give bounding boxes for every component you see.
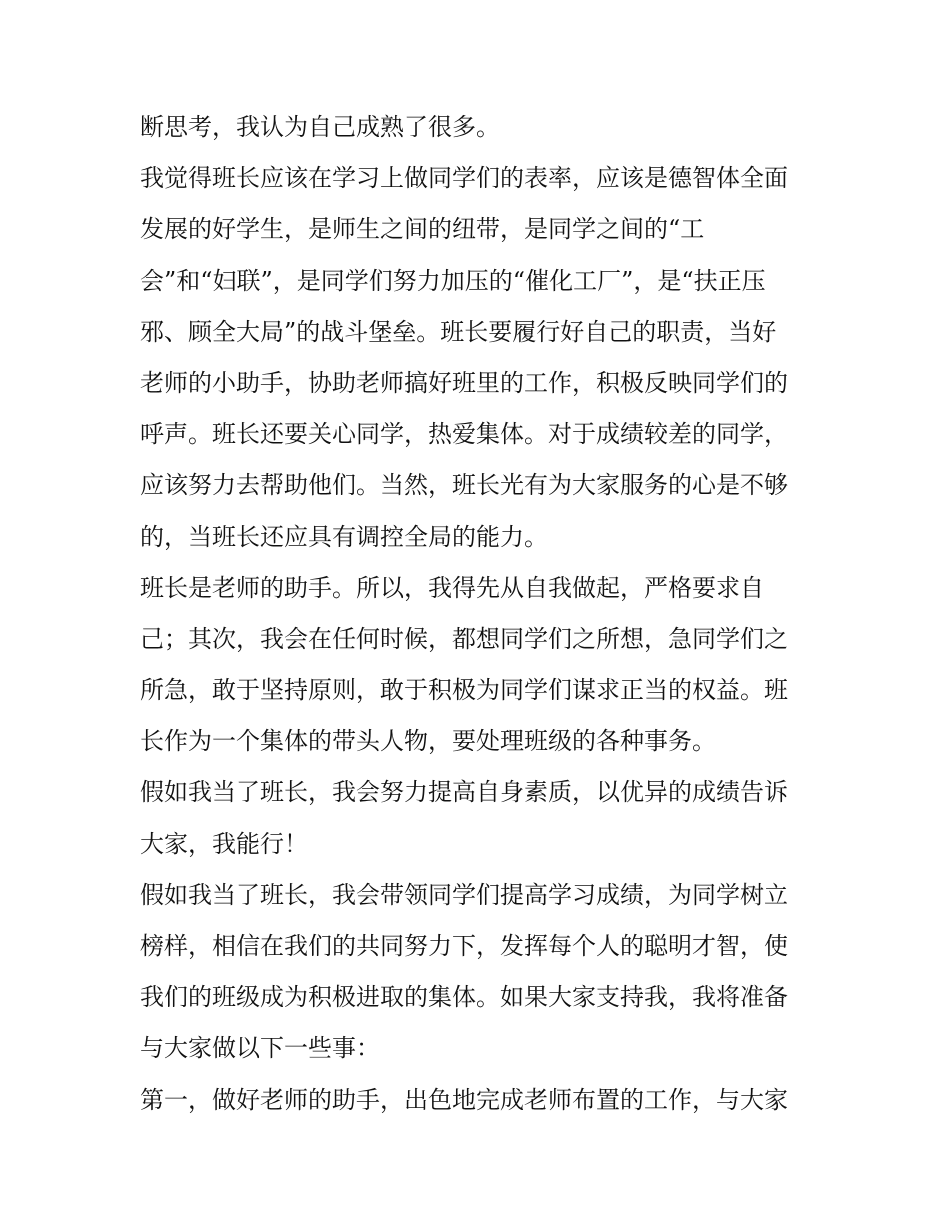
text-line: 会”和“妇联”，是同学们努力加压的“催化工厂”，是“扶正压	[140, 266, 766, 295]
text-line: 与大家做以下一些事：	[140, 1034, 380, 1063]
body-text	[140, 102, 820, 1126]
text-line: 班长是老师的助手。所以，我得先从自我做起，严格要求自	[140, 573, 764, 602]
text-line: 假如我当了班长，我会努力提高自身素质，以优异的成绩告诉	[140, 778, 788, 807]
text-line: 假如我当了班长，我会带领同学们提高学习成绩，为同学树立	[140, 880, 788, 909]
text-line: 长作为一个集体的带头人物，要处理班级的各种事务。	[140, 727, 716, 756]
text-line: 老师的小助手，协助老师搞好班里的工作，积极反映同学们的	[140, 368, 788, 397]
text-line: 断思考，我认为自己成熟了很多。	[140, 113, 500, 141]
text-line: 呼声。班长还要关心同学，热爱集体。对于成绩较差的同学，	[140, 420, 788, 449]
text-line: 我觉得班长应该在学习上做同学们的表率，应该是德智体全面	[140, 164, 788, 193]
text-line: 所急，敢于坚持原则，敢于积极为同学们谋求正当的权益。班	[140, 676, 788, 705]
text-line: 发展的好学生，是师生之间的纽带，是同学之间的“工	[140, 215, 705, 244]
text-line: 邪、顾全大局”的战斗堡垒。班长要履行好自己的职责，当好	[140, 317, 777, 346]
text-line: 己；其次，我会在任何时候，都想同学们之所想，急同学们之	[140, 624, 788, 653]
text-line: 我们的班级成为积极进取的集体。如果大家支持我，我将准备	[140, 983, 788, 1012]
text-line: 第一，做好老师的助手，出色地完成老师布置的工作，与大家	[140, 1085, 788, 1114]
text-line: 的，当班长还应具有调控全局的能力。	[140, 522, 548, 551]
text-line: 应该努力去帮助他们。当然，班长光有为大家服务的心是不够	[140, 471, 788, 500]
text-line: 大家，我能行！	[140, 829, 308, 858]
text-line: 榜样，相信在我们的共同努力下，发挥每个人的聪明才智，使	[140, 932, 788, 960]
